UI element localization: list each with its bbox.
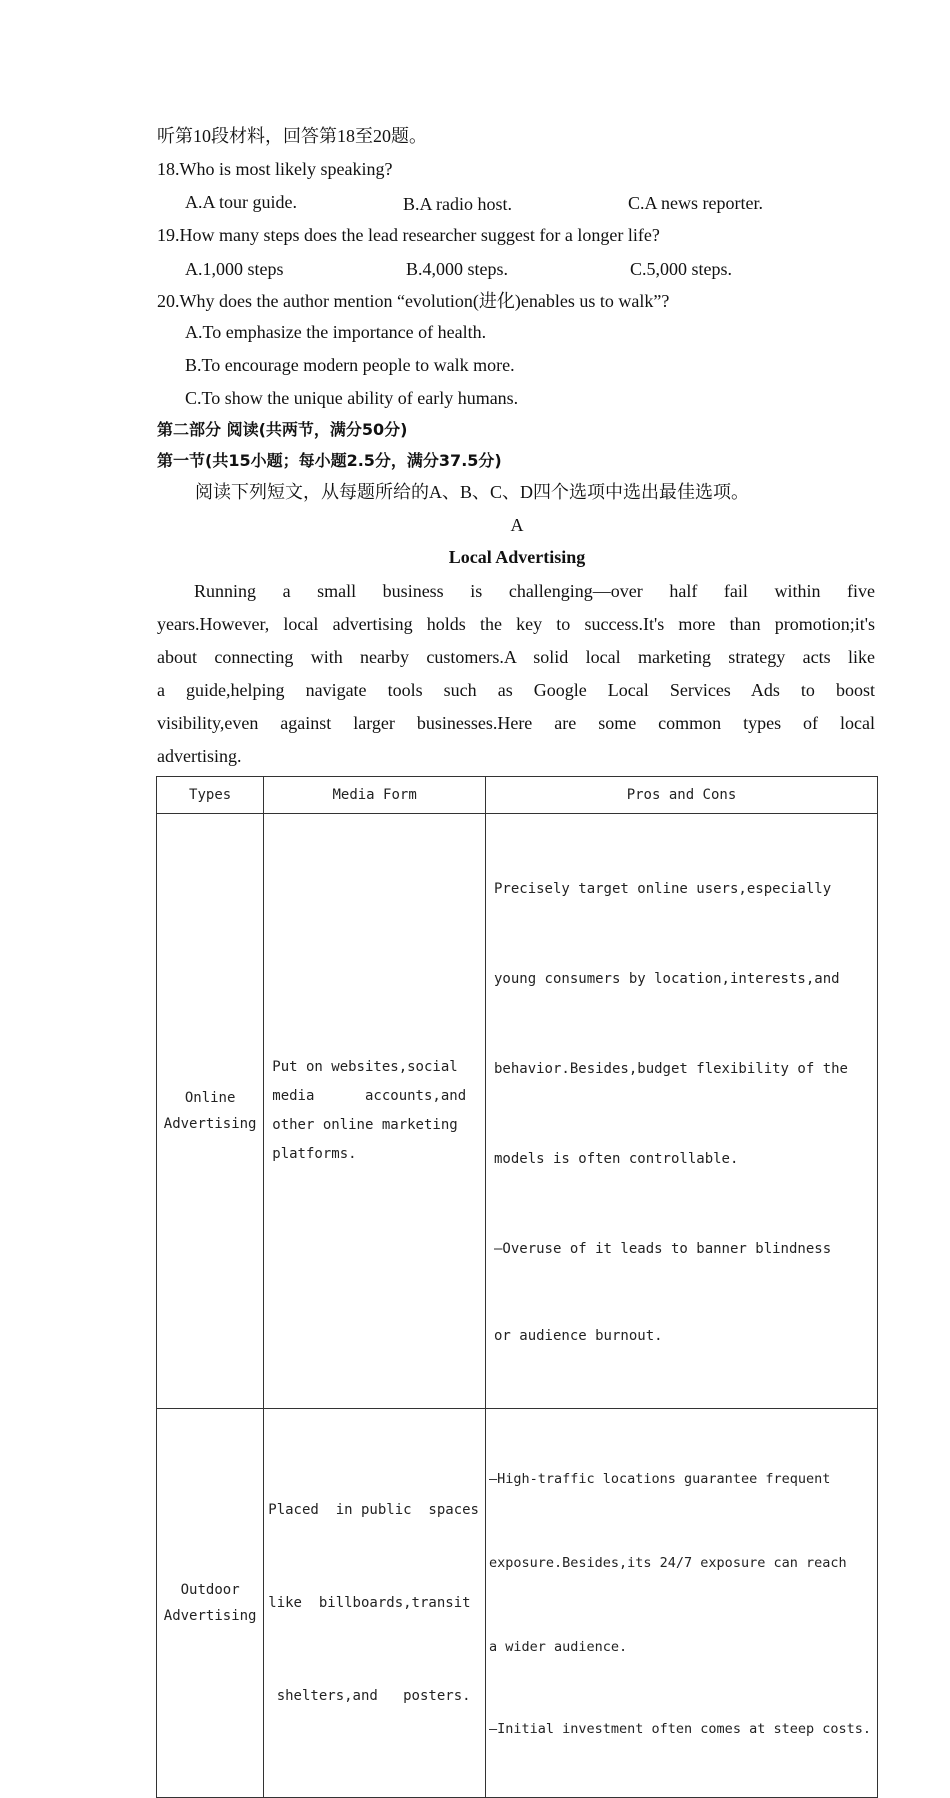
cell-pros-cons [485, 1409, 877, 1798]
type-line: Advertising [163, 1116, 257, 1132]
pros-line: —High-traffic locations guarantee frequent [488, 1471, 831, 1487]
pros-line: a wider audience. [488, 1639, 628, 1655]
q18-option-b: B.A radio host. [403, 194, 513, 214]
header-pros-cons: Pros and Cons [485, 777, 877, 814]
media-line: Put on websites,social [272, 1059, 458, 1075]
question-20: 20.Why does the author mention “evolution(进化)enables us to walk”? [157, 291, 670, 311]
type-line: Advertising [163, 1608, 257, 1624]
cell-media-form [264, 1409, 486, 1798]
q19-option-b: B.4,000 steps. [406, 259, 509, 279]
media-line: media accounts,and [272, 1088, 467, 1104]
table-row [157, 814, 878, 1409]
pros-line: exposure.Besides,its 24/7 exposure can reach [488, 1555, 847, 1571]
reading-instruction: 阅读下列短文，从每题所给的A、B、C、D四个选项中选出最佳选项。 [195, 482, 750, 502]
q20-option-a: A.To emphasize the importance of health. [185, 322, 487, 342]
media-line: Placed in public spaces [268, 1501, 479, 1518]
passage-paragraph [157, 575, 875, 773]
type-line: Outdoor [180, 1582, 240, 1598]
pros-line: —Overuse of it leads to banner blindness [493, 1241, 832, 1257]
pros-line: or audience burnout. [493, 1328, 663, 1344]
section-title: 第一节(共15小题；每小题2.5分，满分37.5分) [157, 451, 502, 470]
question-19: 19.How many steps does the lead researcher suggest for a longer life? [157, 225, 660, 245]
paragraph-line: advertising. [157, 746, 242, 766]
cell-pros-cons [485, 814, 877, 1409]
header-types: Types [157, 777, 264, 814]
passage-letter: A [510, 515, 524, 535]
q18-option-c: C.A news reporter. [628, 193, 763, 213]
pros-line: behavior.Besides,budget flexibility of the [493, 1061, 848, 1077]
q20-option-b: B.To encourage modern people to walk more. [185, 355, 515, 375]
paragraph-line: visibility,even against larger businesses.Here are some common types of local [157, 713, 875, 733]
pros-line: young consumers by location,interests,and [493, 971, 840, 987]
passage-title: Local Advertising [448, 547, 586, 567]
media-line: shelters,and posters. [268, 1687, 471, 1704]
header-media-form: Media Form [264, 777, 486, 814]
media-line: platforms. [272, 1146, 357, 1162]
q19-option-a: A.1,000 steps [185, 259, 284, 279]
paragraph-line: Running a small business is challenging—over half fail within five [194, 581, 875, 601]
question-18: 18.Who is most likely speaking? [157, 159, 393, 179]
pros-line: —Initial investment often comes at steep costs. [488, 1721, 871, 1737]
listening-intro: 听第10段材料，回答第18至20题。 [157, 126, 427, 146]
q20-option-c: C.To show the unique ability of early humans. [185, 388, 519, 408]
cell-media-form [264, 814, 486, 1409]
paragraph-line: a guide,helping navigate tools such as Google Local Services Ads to boost [157, 680, 875, 700]
paragraph-line: years.However, local advertising holds the key to success.It's more than promotion;it's [157, 614, 875, 634]
media-line: other online marketing [272, 1117, 458, 1133]
pros-line: models is often controllable. [493, 1151, 739, 1167]
media-line: like billboards,transit [268, 1594, 471, 1611]
q18-option-a: A.A tour guide. [185, 192, 297, 212]
advertising-table [156, 776, 878, 1798]
paragraph-line: about connecting with nearby customers.A solid local marketing strategy acts like [157, 647, 875, 667]
table-header-row [157, 777, 878, 814]
cell-type [157, 1409, 264, 1798]
q19-option-c: C.5,000 steps. [630, 259, 733, 279]
part-title: 第二部分 阅读(共两节，满分50分) [157, 420, 408, 439]
table-row [157, 1409, 878, 1798]
cell-type [157, 814, 264, 1409]
pros-line: Precisely target online users,especially [493, 881, 832, 897]
type-line: Online [184, 1090, 236, 1106]
